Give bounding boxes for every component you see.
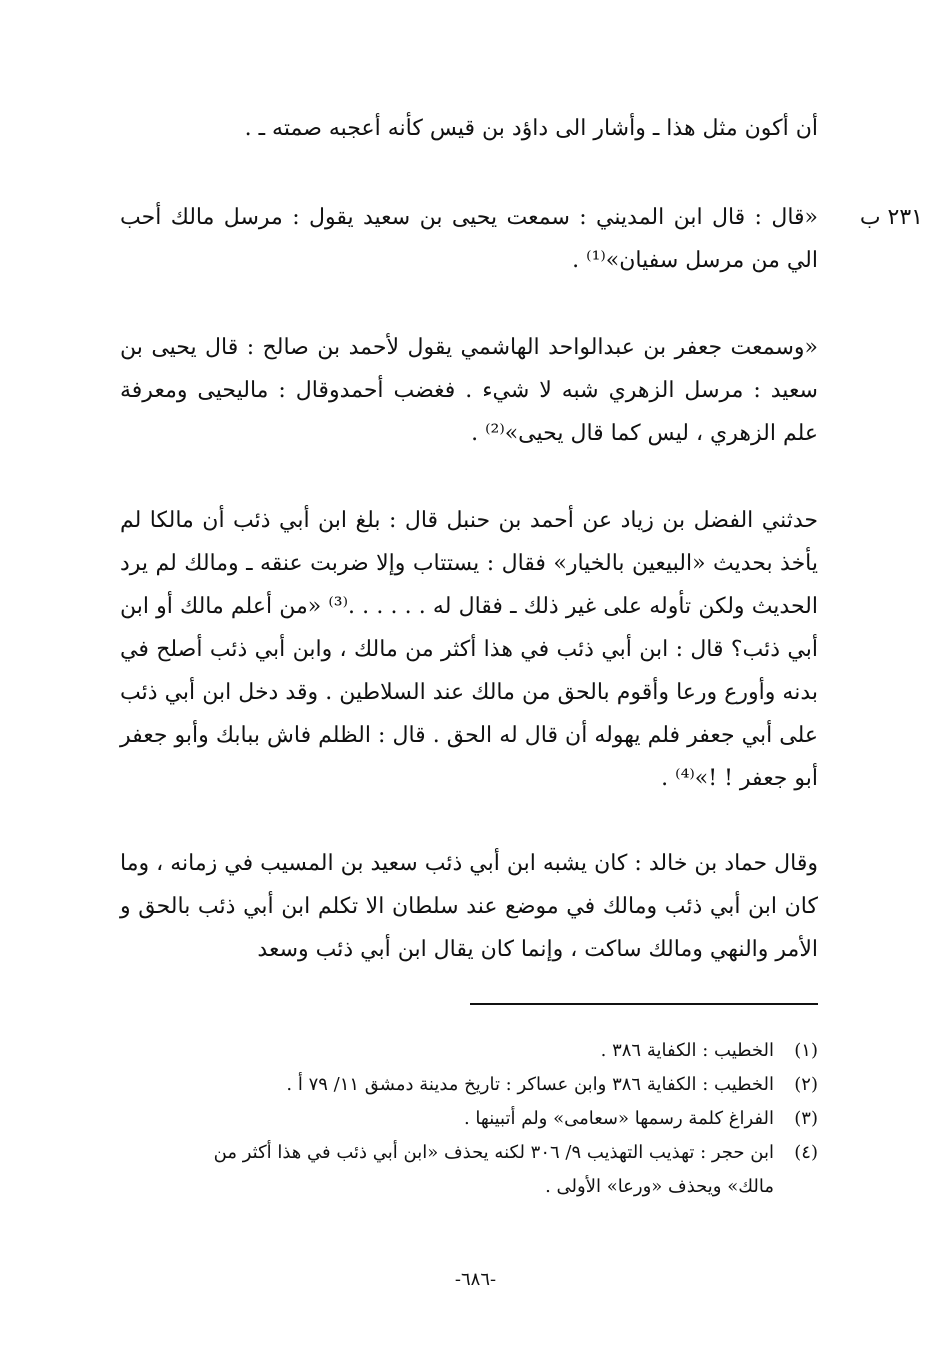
- footnote-text: ابن حجر : تهذيب التهذيب ٩/ ٣٠٦ لكنه يحذف «ابن أبي ذئب في هذا أكثر من مالك» ويحذف «ورعا» الأولى .: [213, 1142, 774, 1197]
- paragraph-1: أن أكون مثل هذا ـ وأشار الى داؤد بن قيس كأنه أعجبه صمته ـ .: [244, 116, 818, 141]
- footnote-number: (٣): [794, 1108, 818, 1129]
- footnote-text: الخطيب : الكفاية ٣٨٦ وابن عساكر : تاريخ مدينة دمشق ١١/ ٧٩ أ .: [286, 1074, 774, 1095]
- paragraph-5: وقال حماد بن خالد : كان يشبه ابن أبي ذئب سعيد بن المسيب في زمانه ، وما كان ابن أبي ذئب ومالك في موضع عند سلطان الا تكلم ابن أبي ذئب بالحق و الأمر والنهي ومالك ساكت ، وإنما كان يقال ابن أبي ذئب وسعد: [120, 851, 818, 962]
- footnote-2: [190, 1068, 818, 1102]
- margin-folio-reference: ٢٣١ ب: [859, 205, 923, 230]
- footnote-text: الخطيب : الكفاية ٣٨٦ .: [600, 1040, 774, 1061]
- page-number: -٦٨٦-: [454, 1269, 497, 1290]
- footnote-3: [190, 1102, 818, 1136]
- footnote-text: الفراغ كلمة رسمها «سعامى» ولم أتبينها .: [463, 1108, 774, 1129]
- footnotes: [190, 1034, 818, 1204]
- footnote-number: (٢): [794, 1074, 818, 1095]
- paragraph-4: حدثني الفضل بن زياد عن أحمد بن حنبل قال : بلغ ابن أبي ذئب أن مالكا لم يأخذ بحديث «البيعين بالخيار» فقال : يستتاب وإلا ضربت عنقه ـ ومالك لم يرد الحديث ولكن تأوله على غير ذلك ـ فقال له . . . . . .⁽³⁾ «من أعلم مالك أو ابن أبي ذئب؟ قال : ابن أبي ذئب في هذا أكثر من مالك ، وابن أبي ذئب أصلح في بدنه وأورع ورعا وأقوم بالحق من مالك عند السلاطين . وقد دخل ابن أبي ذئب على أبي جعفر فلم يهوله أن قال له الحق . قال : الظلم فاش ببابك وأبو جعفر أبو جعفر ! !»⁽⁴⁾ .: [120, 508, 818, 791]
- paragraph-2: «قال : قال ابن المديني : سمعت يحيى بن سعيد يقول : مرسل مالك أحب الي من مرسل سفيان»⁽¹⁾ .: [120, 205, 818, 273]
- footnote-number: (٤): [794, 1142, 818, 1163]
- footnote-1: [190, 1034, 818, 1068]
- footnote-separator: [470, 1003, 818, 1005]
- paragraph-3: «وسمعت جعفر بن عبدالواحد الهاشمي يقول لأحمد بن صالح : قال يحيى بن سعيد : مرسل الزهري شبه لا شيء . فغضب أحمدوقال : ماليحيى ومعرفة علم الزهري ، ليس كما قال يحيى»⁽²⁾ .: [120, 335, 818, 446]
- footnote-number: (١): [794, 1040, 818, 1061]
- footnote-4: [190, 1136, 818, 1204]
